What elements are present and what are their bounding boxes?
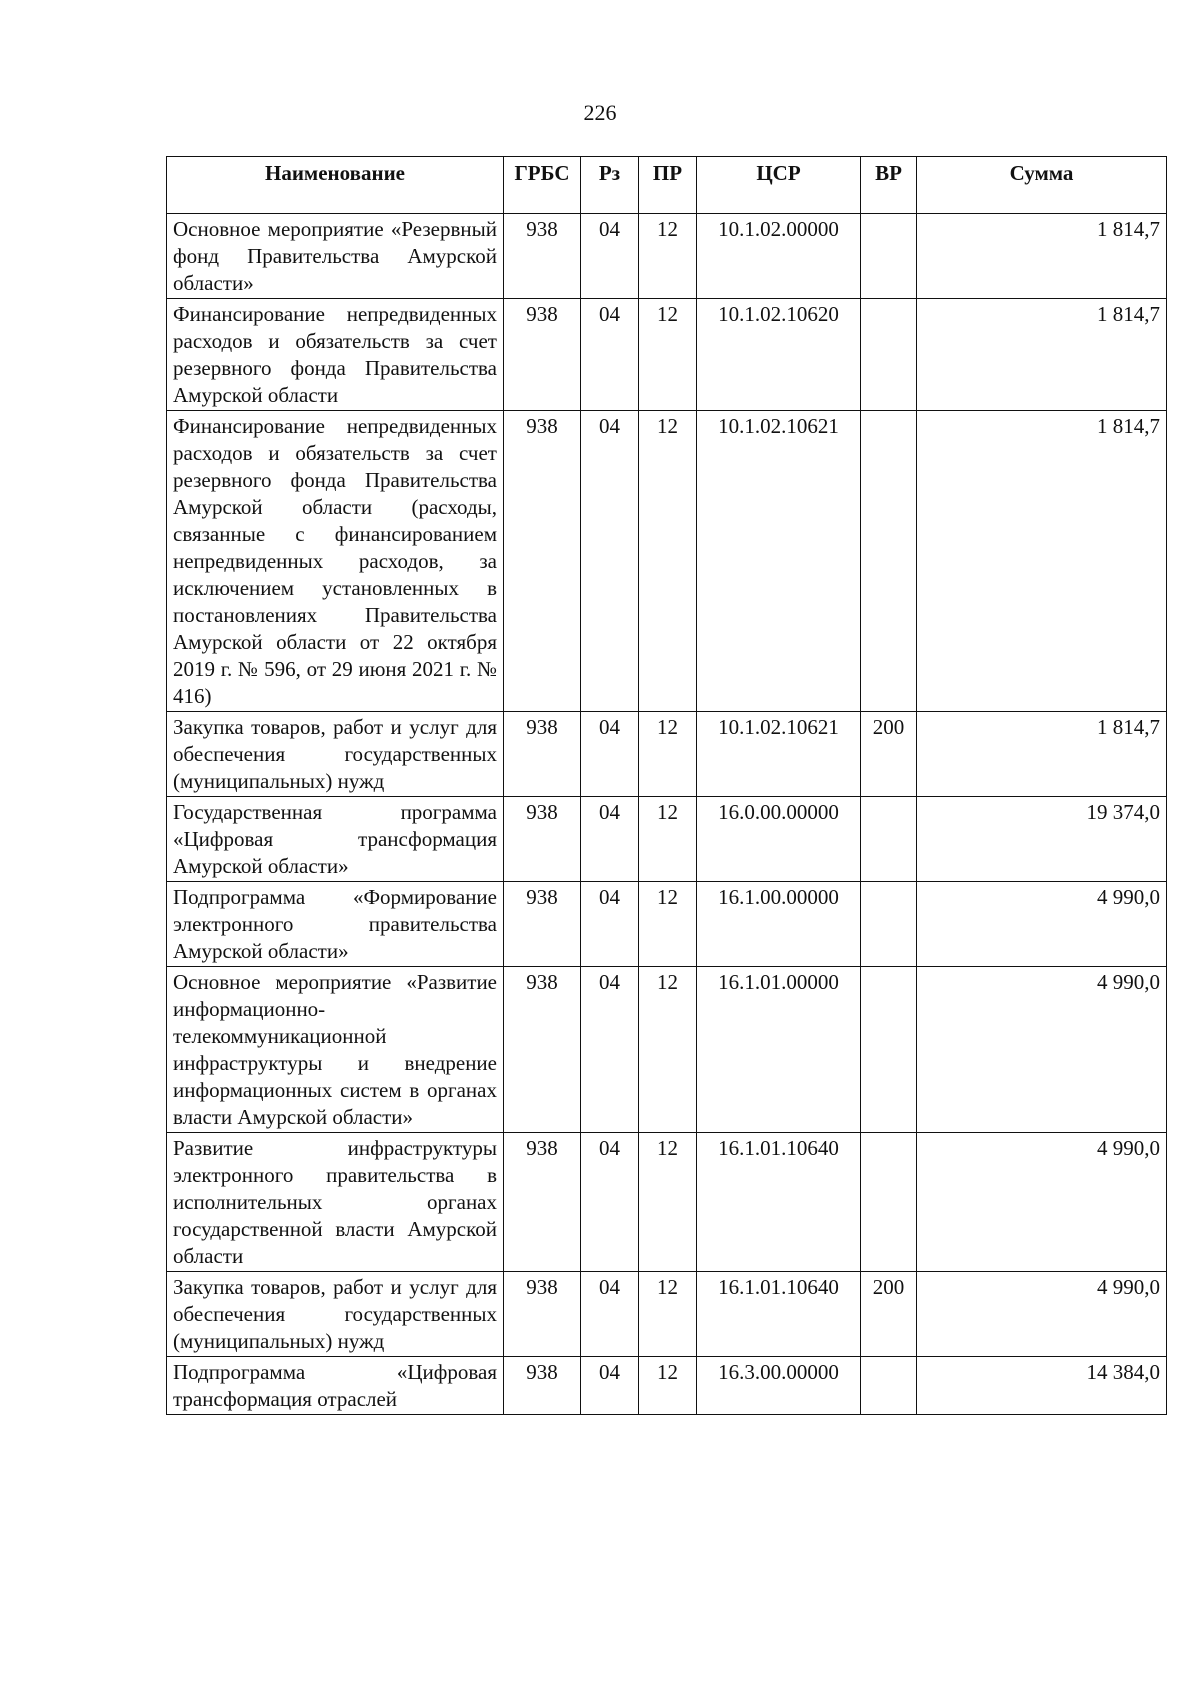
cell-vr [861, 214, 917, 299]
cell-rz: 04 [581, 214, 639, 299]
header-sum: Сумма [917, 157, 1167, 214]
cell-sum: 1 814,7 [917, 299, 1167, 411]
table-row [167, 299, 1167, 411]
cell-grbs: 938 [504, 1357, 581, 1415]
table-row [167, 411, 1167, 712]
cell-csr: 16.1.00.00000 [697, 882, 861, 967]
cell-sum: 1 814,7 [917, 411, 1167, 712]
table-row [167, 967, 1167, 1133]
cell-name: Основное мероприятие «Резервный фонд Правительства Амурской области» [167, 214, 504, 299]
cell-pr: 12 [639, 1357, 697, 1415]
table-row [167, 1357, 1167, 1415]
cell-grbs: 938 [504, 214, 581, 299]
cell-vr [861, 882, 917, 967]
cell-grbs: 938 [504, 1133, 581, 1272]
cell-grbs: 938 [504, 967, 581, 1133]
header-grbs: ГРБС [504, 157, 581, 214]
cell-name: Развитие инфраструктуры электронного правительства в исполнительных органах государственной власти Амурской области [167, 1133, 504, 1272]
cell-csr: 10.1.02.10621 [697, 712, 861, 797]
cell-name: Государственная программа «Цифровая трансформация Амурской области» [167, 797, 504, 882]
cell-vr [861, 1357, 917, 1415]
cell-csr: 16.0.00.00000 [697, 797, 861, 882]
cell-grbs: 938 [504, 712, 581, 797]
cell-sum: 4 990,0 [917, 1133, 1167, 1272]
cell-rz: 04 [581, 712, 639, 797]
cell-pr: 12 [639, 411, 697, 712]
cell-pr: 12 [639, 882, 697, 967]
cell-grbs: 938 [504, 1272, 581, 1357]
cell-rz: 04 [581, 1272, 639, 1357]
cell-vr: 200 [861, 1272, 917, 1357]
cell-rz: 04 [581, 1133, 639, 1272]
cell-csr: 10.1.02.00000 [697, 214, 861, 299]
cell-vr [861, 1133, 917, 1272]
header-pr: ПР [639, 157, 697, 214]
cell-vr [861, 967, 917, 1133]
cell-vr [861, 299, 917, 411]
cell-pr: 12 [639, 1272, 697, 1357]
cell-csr: 10.1.02.10620 [697, 299, 861, 411]
table-row [167, 1133, 1167, 1272]
cell-pr: 12 [639, 299, 697, 411]
cell-sum: 4 990,0 [917, 1272, 1167, 1357]
cell-name: Подпрограмма «Формирование электронного правительства Амурской области» [167, 882, 504, 967]
header-rz: Рз [581, 157, 639, 214]
cell-sum: 14 384,0 [917, 1357, 1167, 1415]
cell-vr [861, 797, 917, 882]
cell-grbs: 938 [504, 299, 581, 411]
cell-name: Основное мероприятие «Развитие информационно-телекоммуникационной инфраструктуры и внедрение информационных систем в органах власти Амурской области» [167, 967, 504, 1133]
table-row [167, 712, 1167, 797]
budget-table [166, 156, 1167, 1415]
cell-pr: 12 [639, 712, 697, 797]
cell-rz: 04 [581, 411, 639, 712]
table-row [167, 1272, 1167, 1357]
cell-rz: 04 [581, 299, 639, 411]
cell-rz: 04 [581, 797, 639, 882]
cell-grbs: 938 [504, 411, 581, 712]
cell-pr: 12 [639, 214, 697, 299]
cell-name: Закупка товаров, работ и услуг для обеспечения государственных (муниципальных) нужд [167, 712, 504, 797]
cell-csr: 10.1.02.10621 [697, 411, 861, 712]
cell-rz: 04 [581, 967, 639, 1133]
table-row [167, 797, 1167, 882]
cell-rz: 04 [581, 882, 639, 967]
header-vr: ВР [861, 157, 917, 214]
cell-pr: 12 [639, 967, 697, 1133]
cell-csr: 16.1.01.00000 [697, 967, 861, 1133]
table-row [167, 882, 1167, 967]
table-header-row [167, 157, 1167, 214]
cell-pr: 12 [639, 1133, 697, 1272]
cell-pr: 12 [639, 797, 697, 882]
cell-vr: 200 [861, 712, 917, 797]
cell-rz: 04 [581, 1357, 639, 1415]
header-name: Наименование [167, 157, 504, 214]
cell-sum: 1 814,7 [917, 712, 1167, 797]
header-csr: ЦСР [697, 157, 861, 214]
cell-grbs: 938 [504, 882, 581, 967]
cell-name: Закупка товаров, работ и услуг для обеспечения государственных (муниципальных) нужд [167, 1272, 504, 1357]
cell-csr: 16.1.01.10640 [697, 1133, 861, 1272]
cell-csr: 16.1.01.10640 [697, 1272, 861, 1357]
table-row [167, 214, 1167, 299]
page-number: 226 [583, 100, 617, 125]
cell-name: Финансирование непредвиденных расходов и обязательств за счет резервного фонда Правительства Амурской области (расходы, связанные с финансированием непредвиденных расходов, за исключением установленных в постановлениях Правительства Амурской области от 22 октября 2019 г. № 596, от 29 июня 2021 г. № 416) [167, 411, 504, 712]
cell-grbs: 938 [504, 797, 581, 882]
cell-sum: 4 990,0 [917, 967, 1167, 1133]
cell-sum: 19 374,0 [917, 797, 1167, 882]
cell-vr [861, 411, 917, 712]
cell-sum: 4 990,0 [917, 882, 1167, 967]
cell-sum: 1 814,7 [917, 214, 1167, 299]
cell-csr: 16.3.00.00000 [697, 1357, 861, 1415]
cell-name: Финансирование непредвиденных расходов и обязательств за счет резервного фонда Правительства Амурской области [167, 299, 504, 411]
cell-name: Подпрограмма «Цифровая трансформация отраслей [167, 1357, 504, 1415]
